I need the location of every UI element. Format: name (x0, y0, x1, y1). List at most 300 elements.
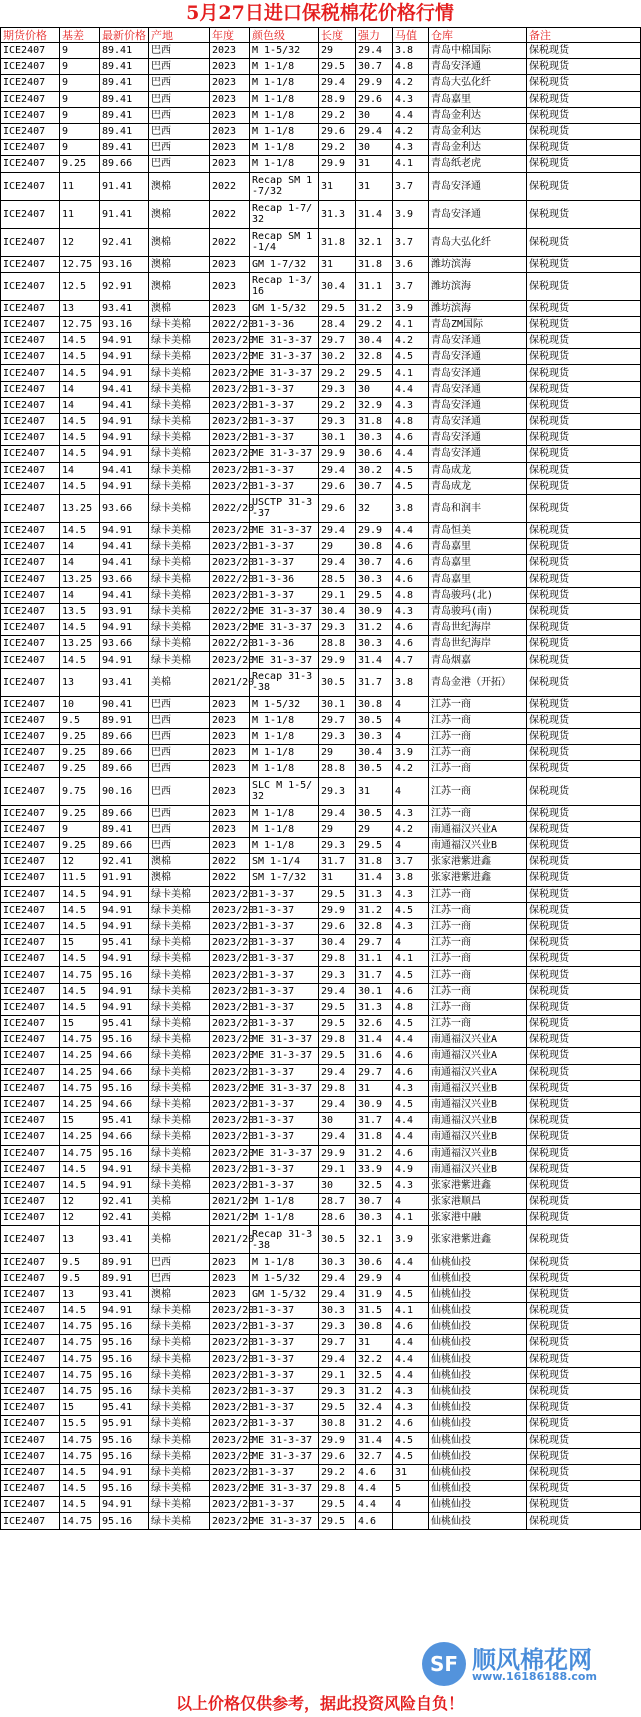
table-cell: 31.2 (356, 300, 393, 316)
table-cell: 2023/20 (210, 587, 250, 603)
table-row (1, 1016, 641, 1032)
table-cell: 3.9 (393, 1226, 429, 1254)
table-cell: 31.3 (319, 200, 356, 228)
table-cell: 31.3 (356, 999, 393, 1015)
table-cell: ICE2407 (1, 951, 60, 967)
table-cell: 2021/20 (210, 668, 250, 696)
table-row (1, 1080, 641, 1096)
table-cell: 4.6 (393, 620, 429, 636)
table-cell: ICE2407 (1, 870, 60, 886)
table-cell: 仙桃仙投 (429, 1416, 527, 1432)
table-cell: ICE2407 (1, 1432, 60, 1448)
table-cell: 保税现货 (527, 1367, 641, 1383)
table-cell: 绿卡美棉 (149, 1464, 210, 1480)
table-cell: 4.5 (393, 349, 429, 365)
table-cell: 4 (393, 1497, 429, 1513)
table-cell: 30.3 (356, 571, 393, 587)
table-cell: ICE2407 (1, 837, 60, 853)
table-cell: 3.7 (393, 854, 429, 870)
table-cell: 95.16 (100, 1383, 149, 1399)
table-cell: 2023 (210, 75, 250, 91)
table-cell: 29.3 (319, 1319, 356, 1335)
table-cell: 澳棉 (149, 870, 210, 886)
table-cell: 13 (60, 1226, 100, 1254)
table-cell: 89.41 (100, 43, 149, 59)
table-row (1, 1270, 641, 1286)
table-row (1, 1194, 641, 1210)
table-cell: 32.7 (356, 1448, 393, 1464)
table-cell: 9.25 (60, 729, 100, 745)
table-cell: 绿卡美棉 (149, 316, 210, 332)
table-cell: 89.41 (100, 140, 149, 156)
table-row (1, 1254, 641, 1270)
table-row (1, 886, 641, 902)
table-cell: ICE2407 (1, 918, 60, 934)
table-cell: 9.25 (60, 761, 100, 777)
table-cell: 29.4 (319, 522, 356, 538)
table-cell: ICE2407 (1, 1145, 60, 1161)
table-cell: 保税现货 (527, 1177, 641, 1193)
table-cell: 9 (60, 123, 100, 139)
table-cell: 2023 (210, 821, 250, 837)
table-cell: 保税现货 (527, 300, 641, 316)
table-cell: 绿卡美棉 (149, 951, 210, 967)
table-cell: 31 (319, 256, 356, 272)
table-cell: 29.2 (319, 140, 356, 156)
table-cell: 仙桃仙投 (429, 1367, 527, 1383)
table-cell: ICE2407 (1, 430, 60, 446)
table-row (1, 555, 641, 571)
table-cell: M 1-1/8 (250, 805, 319, 821)
table-cell: ICE2407 (1, 712, 60, 728)
table-cell: 2023/20 (210, 1448, 250, 1464)
table-cell: 30.4 (356, 333, 393, 349)
table-cell: 9 (60, 140, 100, 156)
table-row (1, 1481, 641, 1497)
table-cell: 90.41 (100, 696, 149, 712)
table-cell: 29.9 (319, 1145, 356, 1161)
table-cell: 14 (60, 555, 100, 571)
table-cell: 青岛恒美 (429, 522, 527, 538)
header-cell: 仓库 (429, 28, 527, 43)
table-cell: 潍坊滨海 (429, 300, 527, 316)
table-cell: 14.25 (60, 1064, 100, 1080)
table-cell: 31-3-37 (250, 397, 319, 413)
table-cell: 94.41 (100, 539, 149, 555)
table-row (1, 837, 641, 853)
table-cell: 4.5 (393, 1448, 429, 1464)
table-cell: 32.1 (356, 228, 393, 256)
table-cell: 29.4 (319, 1270, 356, 1286)
table-cell: 巴西 (149, 156, 210, 172)
table-cell: ICE2407 (1, 805, 60, 821)
table-cell: 90.16 (100, 777, 149, 805)
table-cell: 15 (60, 1400, 100, 1416)
table-cell: 31-3-37 (250, 1367, 319, 1383)
table-cell: 保税现货 (527, 349, 641, 365)
table-cell: 保税现货 (527, 761, 641, 777)
table-cell: 2023/20 (210, 620, 250, 636)
table-cell: 31-3-37 (250, 1319, 319, 1335)
table-cell: 江苏一商 (429, 712, 527, 728)
table-cell: 青岛安泽通 (429, 333, 527, 349)
table-cell: 95.16 (100, 967, 149, 983)
table-cell: M 1-1/8 (250, 140, 319, 156)
table-cell: 29.2 (319, 107, 356, 123)
table-cell: 江苏一商 (429, 902, 527, 918)
table-row (1, 603, 641, 619)
table-cell: 15.5 (60, 1416, 100, 1432)
table-cell: 4.3 (393, 1080, 429, 1096)
table-cell: 保税现货 (527, 414, 641, 430)
table-cell: 4.3 (393, 918, 429, 934)
table-cell: 保税现货 (527, 1113, 641, 1129)
table-cell: 保税现货 (527, 870, 641, 886)
table-cell: 29.6 (319, 918, 356, 934)
table-cell: 29.1 (319, 1367, 356, 1383)
table-cell: 巴西 (149, 696, 210, 712)
table-cell: 14.75 (60, 1513, 100, 1529)
table-cell: M 1-1/8 (250, 107, 319, 123)
table-cell: 30.8 (356, 1319, 393, 1335)
table-cell: M 1-1/8 (250, 156, 319, 172)
table-cell: 绿卡美棉 (149, 494, 210, 522)
table-cell: 9 (60, 821, 100, 837)
table-cell: M 1-1/8 (250, 712, 319, 728)
table-cell: 南通福汉兴业B (429, 1080, 527, 1096)
table-cell: 12.5 (60, 272, 100, 300)
table-cell: 江苏一商 (429, 951, 527, 967)
table-cell: 2023/20 (210, 1383, 250, 1399)
table-cell: 2023 (210, 43, 250, 59)
table-cell: 绿卡美棉 (149, 555, 210, 571)
table-cell: 14.5 (60, 1303, 100, 1319)
table-cell: 美棉 (149, 1226, 210, 1254)
table-cell: 92.41 (100, 1194, 149, 1210)
table-cell: 青岛安泽通 (429, 397, 527, 413)
table-cell: 绿卡美棉 (149, 446, 210, 462)
table-row (1, 1351, 641, 1367)
table-cell: 保税现货 (527, 1416, 641, 1432)
table-cell: 4.1 (393, 365, 429, 381)
table-cell: 仙桃仙投 (429, 1351, 527, 1367)
table-row (1, 652, 641, 668)
table-cell: 青岛烟嘉 (429, 652, 527, 668)
table-cell: 13.25 (60, 636, 100, 652)
table-cell: 4 (393, 1270, 429, 1286)
table-cell: 保税现货 (527, 381, 641, 397)
table-cell: 绿卡美棉 (149, 522, 210, 538)
table-cell: 14.5 (60, 1161, 100, 1177)
table-cell: 94.91 (100, 951, 149, 967)
table-cell: 89.66 (100, 761, 149, 777)
table-cell: 保税现货 (527, 156, 641, 172)
table-cell: 30.3 (319, 1254, 356, 1270)
table-row (1, 696, 641, 712)
table-cell: 29 (319, 821, 356, 837)
table-cell: 保税现货 (527, 43, 641, 59)
table-cell: 4.5 (393, 462, 429, 478)
table-cell: 2023/20 (210, 652, 250, 668)
table-cell: M 1-1/8 (250, 91, 319, 107)
table-cell: 31-3-37 (250, 587, 319, 603)
table-cell: 31-3-37 (250, 967, 319, 983)
table-cell: 绿卡美棉 (149, 571, 210, 587)
table-cell: ICE2407 (1, 745, 60, 761)
table-cell: 12 (60, 1210, 100, 1226)
table-row (1, 1432, 641, 1448)
table-cell: 澳棉 (149, 1286, 210, 1302)
header-row (1, 28, 641, 43)
table-cell: 30.3 (356, 729, 393, 745)
table-cell: 绿卡美棉 (149, 967, 210, 983)
table-cell: ICE2407 (1, 414, 60, 430)
table-cell: 仙桃仙投 (429, 1513, 527, 1529)
table-row (1, 430, 641, 446)
table-cell: 仙桃仙投 (429, 1448, 527, 1464)
table-cell: ME 31-3-37 (250, 1048, 319, 1064)
table-cell: ICE2407 (1, 696, 60, 712)
table-cell: 30.9 (356, 603, 393, 619)
table-cell: 30.3 (319, 1303, 356, 1319)
table-cell: 青岛骏玛(南) (429, 603, 527, 619)
table-cell: 31.2 (356, 1416, 393, 1432)
table-cell: 31-3-37 (250, 1416, 319, 1432)
table-cell: 2023/20 (210, 397, 250, 413)
table-row (1, 1513, 641, 1529)
table-cell: 29.3 (319, 414, 356, 430)
table-cell: ICE2407 (1, 1481, 60, 1497)
table-cell: 94.91 (100, 1464, 149, 1480)
table-cell: 29.6 (319, 478, 356, 494)
table-cell: 92.41 (100, 854, 149, 870)
table-cell: 93.66 (100, 636, 149, 652)
table-cell: 保税现货 (527, 59, 641, 75)
table-cell: ICE2407 (1, 886, 60, 902)
table-cell: 保税现货 (527, 1383, 641, 1399)
table-cell: 94.91 (100, 333, 149, 349)
table-cell: ICE2407 (1, 256, 60, 272)
table-cell: 30.3 (356, 1210, 393, 1226)
header-cell: 期货价格 (1, 28, 60, 43)
table-cell: 32.4 (356, 1400, 393, 1416)
table-cell: M 1-1/8 (250, 1254, 319, 1270)
table-row (1, 59, 641, 75)
table-cell: 美棉 (149, 1210, 210, 1226)
table-cell: 2023/20 (210, 349, 250, 365)
table-cell: ICE2407 (1, 1497, 60, 1513)
table-cell: 14.75 (60, 1319, 100, 1335)
table-cell: 31.2 (356, 902, 393, 918)
table-cell: M 1-1/8 (250, 761, 319, 777)
table-cell: 4.8 (393, 999, 429, 1015)
table-cell: 31-3-37 (250, 1497, 319, 1513)
table-cell: ICE2407 (1, 854, 60, 870)
table-cell: 31-3-37 (250, 1096, 319, 1112)
table-cell: 保税现货 (527, 1032, 641, 1048)
table-cell: 92.41 (100, 228, 149, 256)
table-cell: 30.2 (356, 462, 393, 478)
table-cell: 保税现货 (527, 430, 641, 446)
table-cell: 29.3 (319, 967, 356, 983)
table-cell: ME 31-3-37 (250, 522, 319, 538)
table-cell: 29.4 (356, 123, 393, 139)
table-cell: 12 (60, 1194, 100, 1210)
table-cell: 保税现货 (527, 668, 641, 696)
table-cell: 南通福汉兴业B (429, 1145, 527, 1161)
table-cell: 4.4 (393, 1129, 429, 1145)
table-cell: 94.91 (100, 886, 149, 902)
table-row (1, 902, 641, 918)
table-cell: 4.4 (356, 1497, 393, 1513)
table-cell: 江苏一商 (429, 761, 527, 777)
table-row (1, 446, 641, 462)
table-cell: ICE2407 (1, 200, 60, 228)
table-cell: 4 (393, 837, 429, 853)
table-cell: 14 (60, 539, 100, 555)
table-cell: 4.5 (393, 1016, 429, 1032)
table-cell: 31-3-37 (250, 935, 319, 951)
table-cell: 31 (356, 156, 393, 172)
table-cell: 29.7 (319, 1335, 356, 1351)
table-cell: 4.3 (393, 805, 429, 821)
table-cell: 14 (60, 397, 100, 413)
table-cell: 2023/20 (210, 446, 250, 462)
table-cell: 南通福汉兴业B (429, 1129, 527, 1145)
table-cell: 13.25 (60, 571, 100, 587)
table-cell: 2023/20 (210, 1145, 250, 1161)
table-cell: ICE2407 (1, 1416, 60, 1432)
table-cell: M 1-1/8 (250, 745, 319, 761)
table-cell: 9 (60, 107, 100, 123)
table-cell: 澳棉 (149, 172, 210, 200)
header-cell: 产地 (149, 28, 210, 43)
table-cell: 2022/20 (210, 636, 250, 652)
table-cell: 29.6 (319, 494, 356, 522)
table-cell: 4.4 (393, 1113, 429, 1129)
table-cell: 13.5 (60, 603, 100, 619)
table-cell: 青岛嘉里 (429, 555, 527, 571)
table-cell: M 1-1/8 (250, 1194, 319, 1210)
table-cell: ICE2407 (1, 999, 60, 1015)
table-cell: 29.9 (319, 446, 356, 462)
table-cell: ICE2407 (1, 1351, 60, 1367)
table-cell: ME 31-3-37 (250, 446, 319, 462)
table-row (1, 1464, 641, 1480)
table-cell: 绿卡美棉 (149, 430, 210, 446)
table-cell: 94.91 (100, 902, 149, 918)
table-cell: 31-3-37 (250, 1064, 319, 1080)
table-cell: Recap SM 1-7/32 (250, 172, 319, 200)
table-cell: 29.4 (319, 1064, 356, 1080)
table-cell: ICE2407 (1, 1048, 60, 1064)
table-cell: 14.5 (60, 430, 100, 446)
table-cell: 保税现货 (527, 555, 641, 571)
table-cell: 绿卡美棉 (149, 1335, 210, 1351)
table-row (1, 636, 641, 652)
table-cell: 保税现货 (527, 886, 641, 902)
table-cell: 95.41 (100, 935, 149, 951)
table-cell: 29.4 (319, 805, 356, 821)
table-cell: 2023 (210, 140, 250, 156)
table-cell: 94.91 (100, 999, 149, 1015)
table-cell: 31-3-37 (250, 478, 319, 494)
table-cell: 保税现货 (527, 462, 641, 478)
table-cell: 30.6 (356, 1254, 393, 1270)
table-cell: ME 31-3-37 (250, 1032, 319, 1048)
table-cell: M 1-1/8 (250, 123, 319, 139)
table-cell: 澳棉 (149, 228, 210, 256)
table-cell: 14.5 (60, 333, 100, 349)
table-cell: 31.8 (356, 414, 393, 430)
table-cell: 29.2 (319, 397, 356, 413)
table-cell: 4.6 (393, 430, 429, 446)
table-cell: 94.91 (100, 446, 149, 462)
table-cell: M 1-1/8 (250, 729, 319, 745)
table-cell: 江苏一商 (429, 777, 527, 805)
table-cell: 10 (60, 696, 100, 712)
table-cell: 28.8 (319, 761, 356, 777)
header-cell: 马值 (393, 28, 429, 43)
table-cell: 14.25 (60, 1129, 100, 1145)
table-cell: 绿卡美棉 (149, 918, 210, 934)
table-cell: 14.75 (60, 1351, 100, 1367)
table-cell: 30 (356, 107, 393, 123)
table-cell: 保税现货 (527, 539, 641, 555)
table-row (1, 256, 641, 272)
table-cell: 2023 (210, 107, 250, 123)
table-cell: 绿卡美棉 (149, 983, 210, 999)
table-cell: 保税现货 (527, 745, 641, 761)
table-cell: 29.3 (319, 777, 356, 805)
table-cell: 青岛大弘化纤 (429, 75, 527, 91)
table-cell: 29.8 (319, 951, 356, 967)
table-cell: 14.5 (60, 1464, 100, 1480)
table-row (1, 821, 641, 837)
table-cell: 93.16 (100, 316, 149, 332)
table-cell: 31-3-37 (250, 462, 319, 478)
table-cell: 青岛金利达 (429, 140, 527, 156)
table-cell: ICE2407 (1, 1096, 60, 1112)
table-cell: 14.5 (60, 1481, 100, 1497)
table-cell: ME 31-3-37 (250, 620, 319, 636)
table-cell: 31.1 (356, 272, 393, 300)
table-cell: 保税现货 (527, 1319, 641, 1335)
table-row (1, 91, 641, 107)
table-cell: 2022/20 (210, 603, 250, 619)
table-cell: 保税现货 (527, 494, 641, 522)
table-cell: 青岛世纪海岸 (429, 620, 527, 636)
table-cell: 14.5 (60, 902, 100, 918)
table-cell: 29.4 (319, 462, 356, 478)
table-cell: 28.8 (319, 636, 356, 652)
table-cell: 绿卡美棉 (149, 1080, 210, 1096)
table-cell: 89.91 (100, 712, 149, 728)
table-cell: ICE2407 (1, 761, 60, 777)
table-cell: 保税现货 (527, 478, 641, 494)
table-cell: 2022/20 (210, 571, 250, 587)
table-cell: 92.41 (100, 1210, 149, 1226)
table-cell: ICE2407 (1, 636, 60, 652)
table-cell: 94.66 (100, 1064, 149, 1080)
table-cell: 保税现货 (527, 228, 641, 256)
table-cell: 保税现货 (527, 1513, 641, 1529)
table-row (1, 43, 641, 59)
table-cell: ICE2407 (1, 272, 60, 300)
table-cell: 14.5 (60, 522, 100, 538)
table-row (1, 1048, 641, 1064)
table-cell: 94.91 (100, 522, 149, 538)
